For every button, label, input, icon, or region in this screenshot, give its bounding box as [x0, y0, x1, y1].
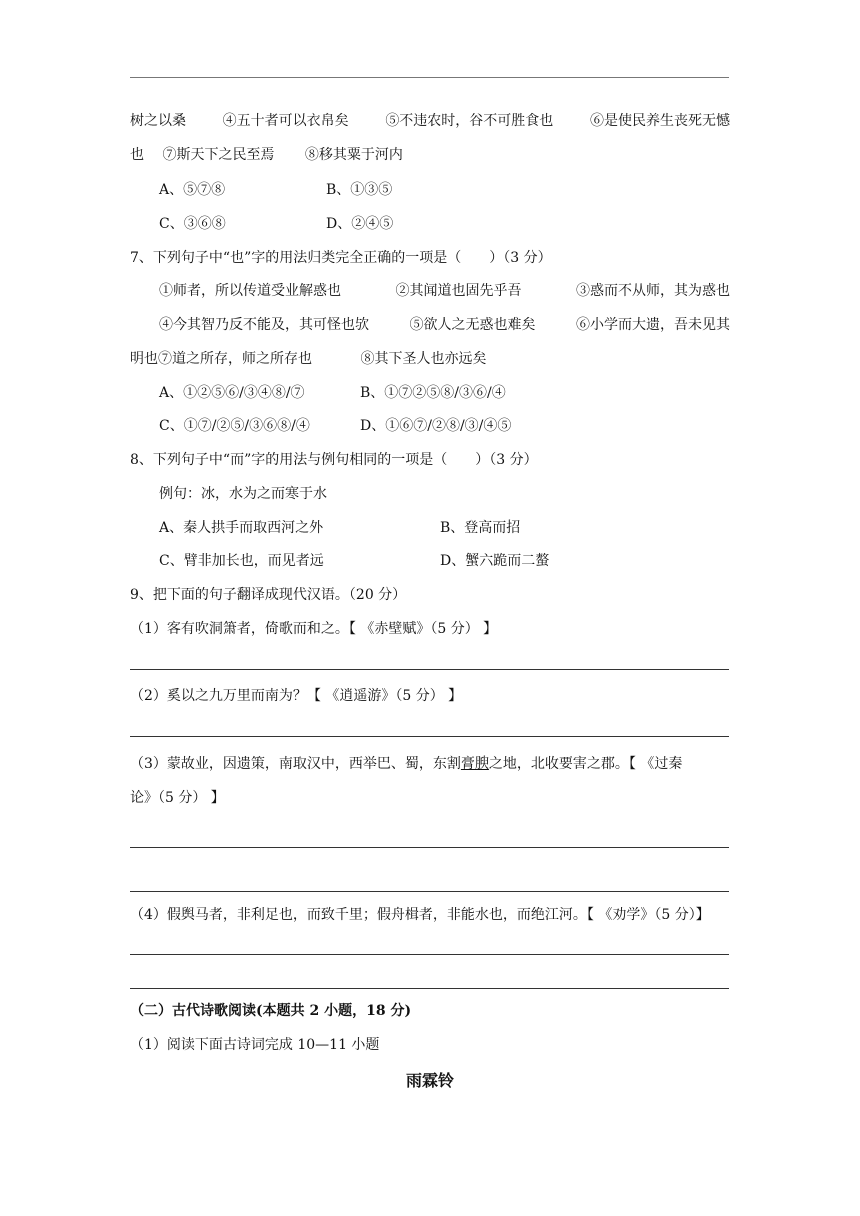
- answer-line: [130, 891, 729, 892]
- q7-option-b: B、①⑦②⑤⑧/③⑥/④: [360, 385, 506, 401]
- q7-item: ③惑而不从师，其为惑也: [576, 283, 730, 299]
- q9-s3-post: 之地，北收要害之郡。【 《过秦: [488, 756, 683, 772]
- q7-item: 明也⑦道之所存，师之所存也: [130, 351, 312, 367]
- q9-sentence-2: （2）奚以之九万里而南为？【 《逍遥游》（5 分） 】: [130, 688, 463, 704]
- q6-option-d: D、②④⑤: [326, 216, 394, 232]
- q9-sentence-4: （4）假舆马者，非利足也，而致千里；假舟楫者，非能水也，而绝江河。【 《劝学》（5 分）】: [130, 907, 710, 923]
- q9-s3-pre: （3）蒙故业，因遗策，南取汉中，西举巴、蜀，东割: [130, 756, 461, 772]
- q8-option-d: D、蟹六跪而二螯: [440, 553, 550, 569]
- answer-line: [130, 736, 729, 737]
- q9-sentence-3: [130, 755, 730, 773]
- q8-example: 例句：冰，水为之而寒于水: [159, 486, 327, 502]
- q6-item: 也: [130, 147, 144, 163]
- q6-item: ⑥是使民养生丧死无憾: [589, 113, 730, 129]
- q9-s3-underlined: 膏腴: [460, 756, 489, 772]
- answer-line: [130, 988, 729, 989]
- q7-item: ②其闻道也固先乎吾: [395, 283, 522, 299]
- q6-item: ⑦斯天下之民至焉: [162, 147, 275, 163]
- q7-item: ④今其智乃反不能及，其可怪也欤: [159, 317, 369, 333]
- q6-item: 树之以桑: [130, 113, 186, 129]
- q7-line-3: [130, 350, 730, 368]
- answer-line: [130, 954, 729, 955]
- answer-line: [130, 847, 729, 848]
- q7-option-a: A、①②⑤⑥/③④⑧/⑦: [159, 385, 305, 401]
- section-heading: （二）古代诗歌阅读(本题共 2 小题，18 分): [130, 1003, 412, 1019]
- section-instruction: （1）阅读下面古诗词完成 10—11 小题: [130, 1037, 380, 1053]
- q7-line-2: [159, 316, 730, 334]
- q7-item: ⑧其下圣人也亦远矣: [360, 351, 487, 367]
- q6-line-2: [130, 146, 730, 164]
- q7-option-c: C、①⑦/②⑤/③⑥⑧/④: [159, 418, 310, 434]
- poem-title: 雨霖铃: [405, 1071, 454, 1090]
- q6-item: ④五十者可以衣帛矣: [222, 113, 349, 129]
- q6-option-c: C、③⑥⑧: [159, 216, 226, 232]
- q7-item: ⑤欲人之无惑也难矣: [409, 317, 536, 333]
- q7-option-d: D、①⑥⑦/②⑧/③/④⑤: [360, 418, 512, 434]
- q8-stem: 8、下列句子中“而”字的用法与例句相同的一项是（ ）（3 分）: [130, 452, 538, 468]
- q8-option-c: C、臂非加长也，而见者远: [159, 553, 324, 569]
- q7-item: ⑥小学而大遗，吾未见其: [576, 317, 730, 333]
- q9-sentence-3-cont: 论》（5 分） 】: [130, 790, 225, 806]
- q7-stem: 7、下列句子中“也”字的用法归类完全正确的一项是（ ）（3 分）: [130, 250, 552, 266]
- q8-option-a: A、秦人拱手而取西河之外: [159, 520, 324, 536]
- q8-option-b: B、登高而招: [440, 520, 521, 536]
- q9-stem: 9、把下面的句子翻译成现代汉语。（20 分）: [130, 587, 407, 603]
- q6-item: ⑧移其粟于河内: [304, 147, 403, 163]
- answer-line: [130, 669, 729, 670]
- q6-line-1: [130, 112, 730, 130]
- q6-item: ⑤不违农时，谷不可胜食也: [385, 113, 554, 129]
- q7-item: ①师者，所以传道受业解惑也: [159, 283, 341, 299]
- header-rule: [130, 77, 729, 78]
- q6-option-a: A、⑤⑦⑧: [159, 182, 226, 198]
- q7-line-1: [159, 282, 730, 300]
- q6-option-b: B、①③⑤: [326, 182, 393, 198]
- q9-sentence-1: （1）客有吹洞箫者，倚歌而和之。【 《赤壁赋》（5 分） 】: [130, 621, 498, 637]
